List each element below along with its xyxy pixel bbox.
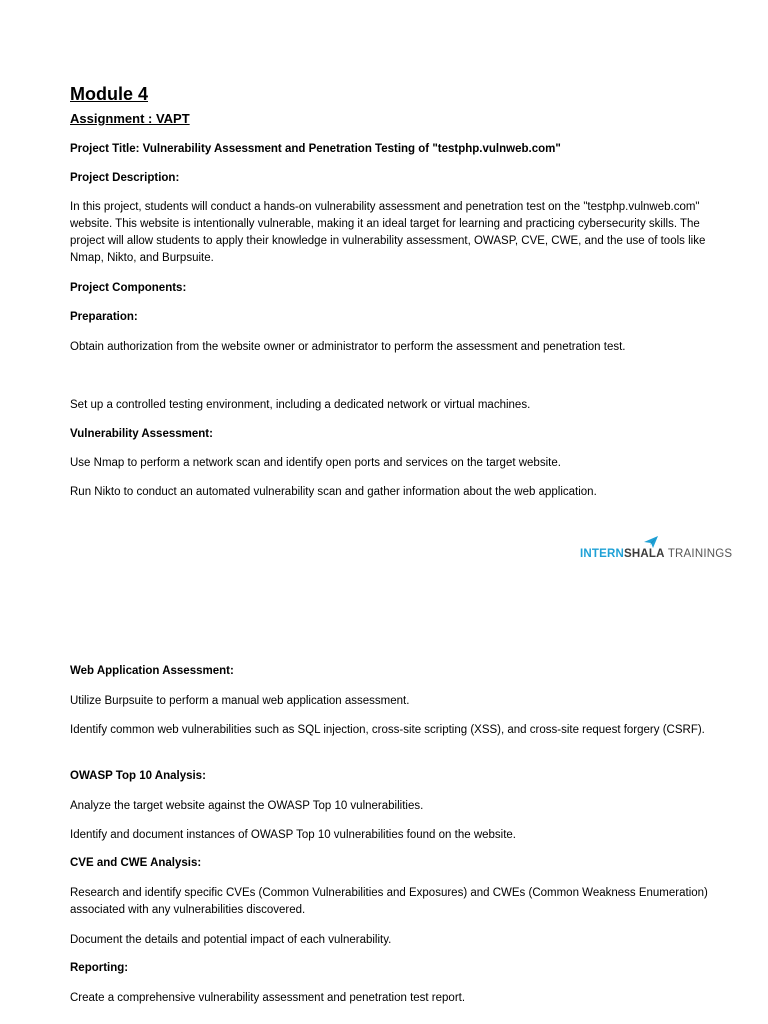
web-application-item-2: Identify common web vulnerabilities such as SQL injection, cross-site scripting (XSS), and cross-site request forgery (CSRF). xyxy=(70,724,705,736)
web-application-item-1: Utilize Burpsuite to perform a manual web application assessment. xyxy=(70,695,410,707)
module-title: Module 4 xyxy=(70,84,149,104)
owasp-item-2: Identify and document instances of OWASP Top 10 vulnerabilities found on the website. xyxy=(70,829,517,841)
project-description: In this project, students will conduct a hands-on vulnerability assessment and penetration test on the "testphp.vulnweb.com" website. This website is intentionally vulnerable, making it an ideal target for learning and practicing cybersecurity skills. The project will allow students to apply their knowledge in vulnerability assessment, OWASP, CVE, CWE, and the use of tools like Nmap, Nikto, and Burpsuite. xyxy=(70,201,706,264)
logo-wordmark xyxy=(580,548,732,560)
cve-cwe-item-1: Research and identify specific CVEs (Common Vulnerabilities and Exposures) and CWEs (Common Weakness Enumeration) associated with any vulnerabilities discovered. xyxy=(70,887,708,916)
owasp-item-1: Analyze the target website against the OWASP Top 10 vulnerabilities. xyxy=(70,800,424,812)
vulnerability-item-1: Use Nmap to perform a network scan and identify open ports and services on the target website. xyxy=(70,457,561,469)
preparation-item-1: Obtain authorization from the website owner or administrator to perform the assessment and penetration test. xyxy=(70,341,626,353)
logo-shala: SHALA xyxy=(624,548,665,560)
project-description-heading: Project Description: xyxy=(70,172,180,184)
web-application-heading: Web Application Assessment: xyxy=(70,665,234,677)
assignment-title: Assignment : VAPT xyxy=(70,111,190,126)
vulnerability-item-2: Run Nikto to conduct an automated vulnerability scan and gather information about the web application. xyxy=(70,486,597,498)
reporting-heading: Reporting: xyxy=(70,962,129,974)
paper-plane-icon xyxy=(644,536,658,548)
project-title: Project Title: Vulnerability Assessment and Penetration Testing of "testphp.vulnweb.com" xyxy=(70,143,561,155)
logo-trainings: TRAININGS xyxy=(664,548,733,560)
preparation-item-2: Set up a controlled testing environment, including a dedicated network or virtual machines. xyxy=(70,399,531,411)
owasp-heading: OWASP Top 10 Analysis: xyxy=(70,770,206,782)
cve-cwe-item-2: Document the details and potential impact of each vulnerability. xyxy=(70,934,392,946)
vulnerability-assessment-heading: Vulnerability Assessment: xyxy=(70,428,213,440)
reporting-item-1: Create a comprehensive vulnerability assessment and penetration test report. xyxy=(70,992,466,1004)
components-heading: Project Components: xyxy=(70,282,187,294)
preparation-heading: Preparation: xyxy=(70,311,138,323)
internshala-logo xyxy=(580,536,733,564)
logo-intern: INTERN xyxy=(580,548,625,560)
cve-cwe-heading: CVE and CWE Analysis: xyxy=(70,857,202,869)
